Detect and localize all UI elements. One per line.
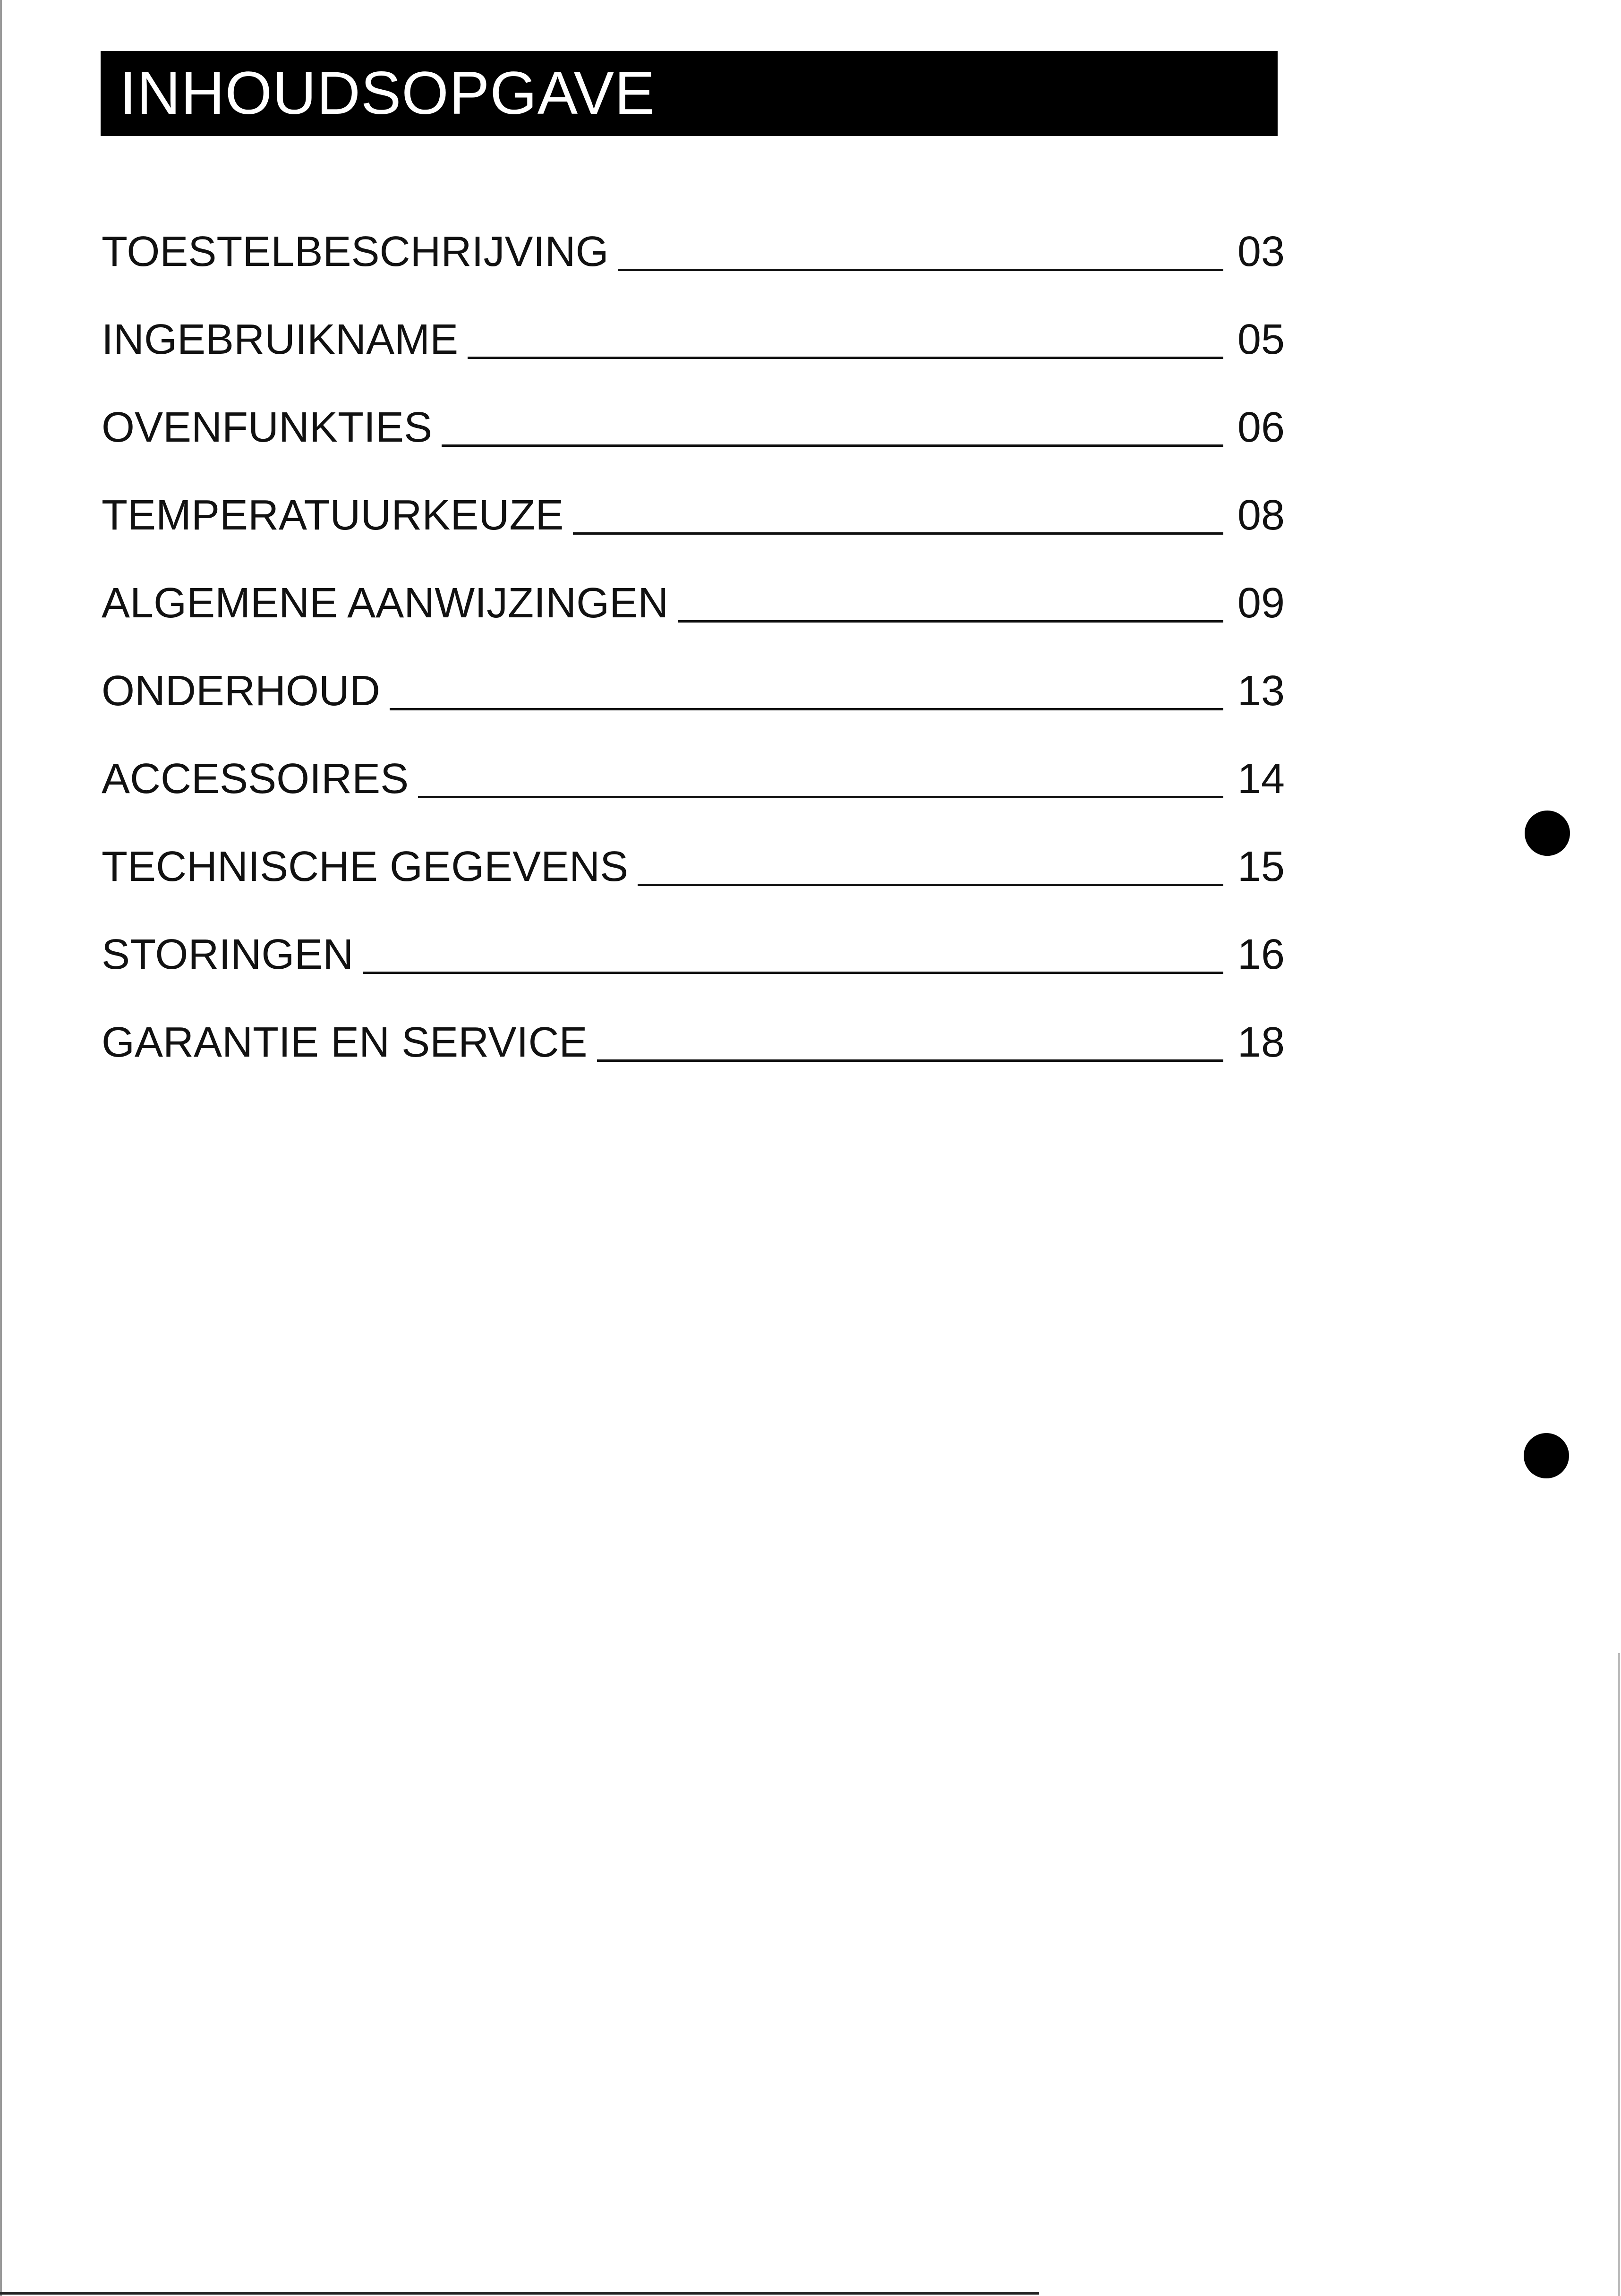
toc-entry[interactable] xyxy=(102,559,1285,647)
toc-entry[interactable] xyxy=(102,471,1285,559)
toc-entry-label: TECHNISCHE GEGEVENS xyxy=(102,843,629,890)
toc-leader-line xyxy=(678,620,1223,623)
toc-entry[interactable] xyxy=(102,999,1285,1086)
toc-leader-line xyxy=(418,796,1223,798)
toc-entry-page: 14 xyxy=(1237,755,1285,802)
toc-entry-label: INGEBRUIKNAME xyxy=(102,316,459,363)
toc-entry-page: 16 xyxy=(1237,931,1285,978)
toc-entry-page: 06 xyxy=(1237,404,1285,451)
toc-leader-line xyxy=(638,884,1223,886)
punch-hole xyxy=(1524,1433,1569,1478)
toc-entry[interactable] xyxy=(102,823,1285,911)
toc-entry[interactable] xyxy=(102,911,1285,999)
toc-leader-line xyxy=(618,269,1223,271)
toc-entry-label: ACCESSOIRES xyxy=(102,755,409,802)
punch-hole xyxy=(1525,811,1570,856)
toc-entry-label: ONDERHOUD xyxy=(102,667,381,715)
title-bar xyxy=(101,51,1278,136)
toc-entry-page: 03 xyxy=(1237,228,1285,275)
toc-entry-label: ALGEMENE AANWIJZINGEN xyxy=(102,580,669,627)
toc-entry-label: TOESTELBESCHRIJVING xyxy=(102,228,609,275)
toc-entry-label: TEMPERATUURKEUZE xyxy=(102,492,564,539)
toc-leader-line xyxy=(468,357,1223,359)
toc-entry-label: OVENFUNKTIES xyxy=(102,404,433,451)
toc-leader-line xyxy=(390,708,1223,710)
toc-entry-page: 18 xyxy=(1237,1019,1285,1066)
page-bottom-edge xyxy=(0,2292,1039,2295)
toc-entry-page: 13 xyxy=(1237,667,1285,715)
toc-leader-line xyxy=(573,532,1223,535)
page-left-edge xyxy=(0,0,2,2296)
toc-leader-line xyxy=(363,972,1223,974)
toc-entry-label: GARANTIE EN SERVICE xyxy=(102,1019,588,1066)
toc-entry-page: 09 xyxy=(1237,580,1285,627)
toc-entry-page: 08 xyxy=(1237,492,1285,539)
page-title: INHOUDSOPGAVE xyxy=(119,60,656,127)
toc-entry[interactable] xyxy=(102,384,1285,471)
toc-entry-label: STORINGEN xyxy=(102,931,354,978)
toc-entry-page: 05 xyxy=(1237,316,1285,363)
toc-leader-line xyxy=(597,1059,1223,1062)
toc-entry[interactable] xyxy=(102,296,1285,384)
toc-entry[interactable] xyxy=(102,208,1285,296)
toc-entry[interactable] xyxy=(102,647,1285,735)
page-right-edge xyxy=(1618,1653,1620,2296)
toc-entry[interactable] xyxy=(102,735,1285,823)
table-of-contents xyxy=(102,208,1285,1086)
toc-entry-page: 15 xyxy=(1237,843,1285,890)
toc-leader-line xyxy=(442,444,1223,447)
